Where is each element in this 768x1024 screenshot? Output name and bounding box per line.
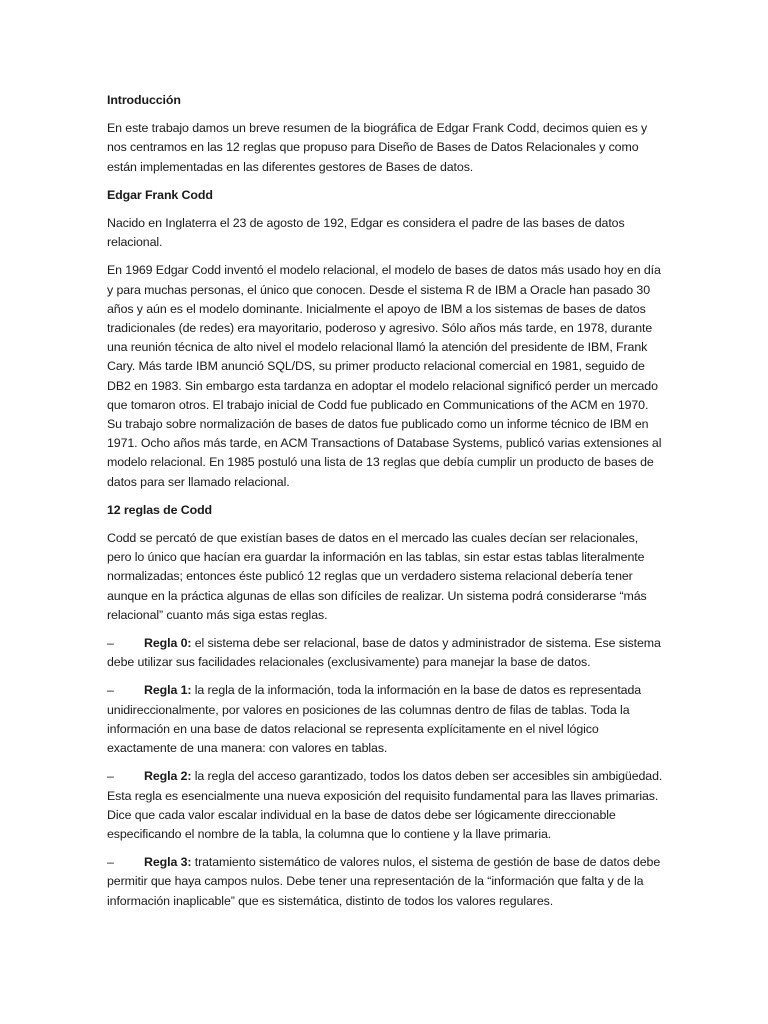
- list-dash: –: [107, 636, 114, 651]
- rule-title: Regla 0:: [144, 636, 192, 651]
- rule-item-3: [107, 853, 663, 911]
- rule-title: Regla 3:: [144, 855, 192, 870]
- intro-paragraph: En este trabajo damos un breve resumen de la biográfica de Edgar Frank Codd, decimos quien es y nos centramos en las 12 reglas que propuso para Diseño de Bases de Datos Relacionales y como están implementadas en las diferentes gestores de Bases de datos.: [107, 121, 648, 174]
- rule-text: la regla de la información, toda la información en la base de datos es representada unidireccionalmente, por valores en posiciones de las columnas dentro de filas de tablas. Toda la información en una base de datos relacional se representa explícitamente en el nivel lógico exactamente de una manera: con valores en tablas.: [107, 683, 642, 756]
- codd-birth-paragraph: Nacido en Inglaterra el 23 de agosto de 192, Edgar es considera el padre de las bases de datos relacional.: [107, 216, 625, 250]
- rule-item-0: [107, 634, 663, 672]
- rule-text: tratamiento sistemático de valores nulos, el sistema de gestión de base de datos debe permitir que haya campos nulos. Debe tener una representación de la “información que falta y de la información inaplicable” que es sistemática, distinto de todos los valores regulares.: [107, 855, 661, 908]
- list-dash: –: [107, 683, 114, 698]
- list-dash: –: [107, 855, 114, 870]
- codd-heading: Edgar Frank Codd: [107, 187, 213, 202]
- rules-heading: 12 reglas de Codd: [107, 502, 213, 517]
- rule-text: la regla del acceso garantizado, todos los datos deben ser accesibles sin ambigüedad. Esta regla es esencialmente una nueva exposición del requisito fundamental para las llaves primarias. Dice que cada valor escalar individual en la base de datos debe ser lógicamente direccionable especificando el nombre de la tabla, la columna que lo contiene y la llave primaria.: [107, 769, 663, 841]
- rule-title: Regla 2:: [144, 769, 192, 784]
- rule-text: el sistema debe ser relacional, base de datos y administrador de sistema. Ese sistema debe utilizar sus facilidades relacionales (exclusivamente) para manejar la base de datos.: [107, 636, 661, 670]
- codd-history-paragraph: En 1969 Edgar Codd inventó el modelo relacional, el modelo de bases de datos más usado hoy en día y para muchas personas, el único que conocen. Desde el sistema R de IBM a Oracle han pasado 30 años y aún es el modelo dominante. Inicialmente el apoyo de IBM a los sistemas de bases de datos tradicionales (de redes) era mayoritario, poderoso y agresivo. Sólo años más tarde, en 1978, durante una reunión técnica de alto nivel el modelo relacional llamó la atención del presidente de IBM, Frank Cary. Más tarde IBM anunció SQL/DS, su primer producto relacional comercial en 1981, seguido de DB2 en 1983. Sin embargo esta tardanza en adoptar el modelo relacional significó perder un mercado que tomaron otros. El trabajo inicial de Codd fue publicado en Communications of the ACM en 1970. Su trabajo sobre normalización de bases de datos fue publicado como un informe técnico de IBM en 1971. Ocho años más tarde, en ACM Transactions of Database Systems, publicó varias extensiones al modelo relacional. En 1985 postuló una lista de 13 reglas que debía cumplir un producto de bases de datos para ser llamado relacional.: [107, 263, 662, 489]
- document-body: [107, 91, 663, 920]
- intro-heading: Introducción: [107, 93, 181, 107]
- rules-intro-paragraph: Codd se percató de que existían bases de datos en el mercado las cuales decían ser relacionales, pero lo único que hacían era guardar la información en las tablas, sin estar estas tablas literalmente normalizadas; entonces éste publicó 12 reglas que un verdadero sistema relacional debería tener aunque en la práctica algunas de ellas son difíciles de realizar. Un sistema podrá considerarse “más relacional” cuanto más siga estas reglas.: [107, 531, 647, 622]
- rule-item-1: [107, 681, 663, 758]
- rule-item-2: [107, 767, 663, 844]
- rule-title: Regla 1:: [144, 683, 192, 698]
- list-dash: –: [107, 769, 114, 784]
